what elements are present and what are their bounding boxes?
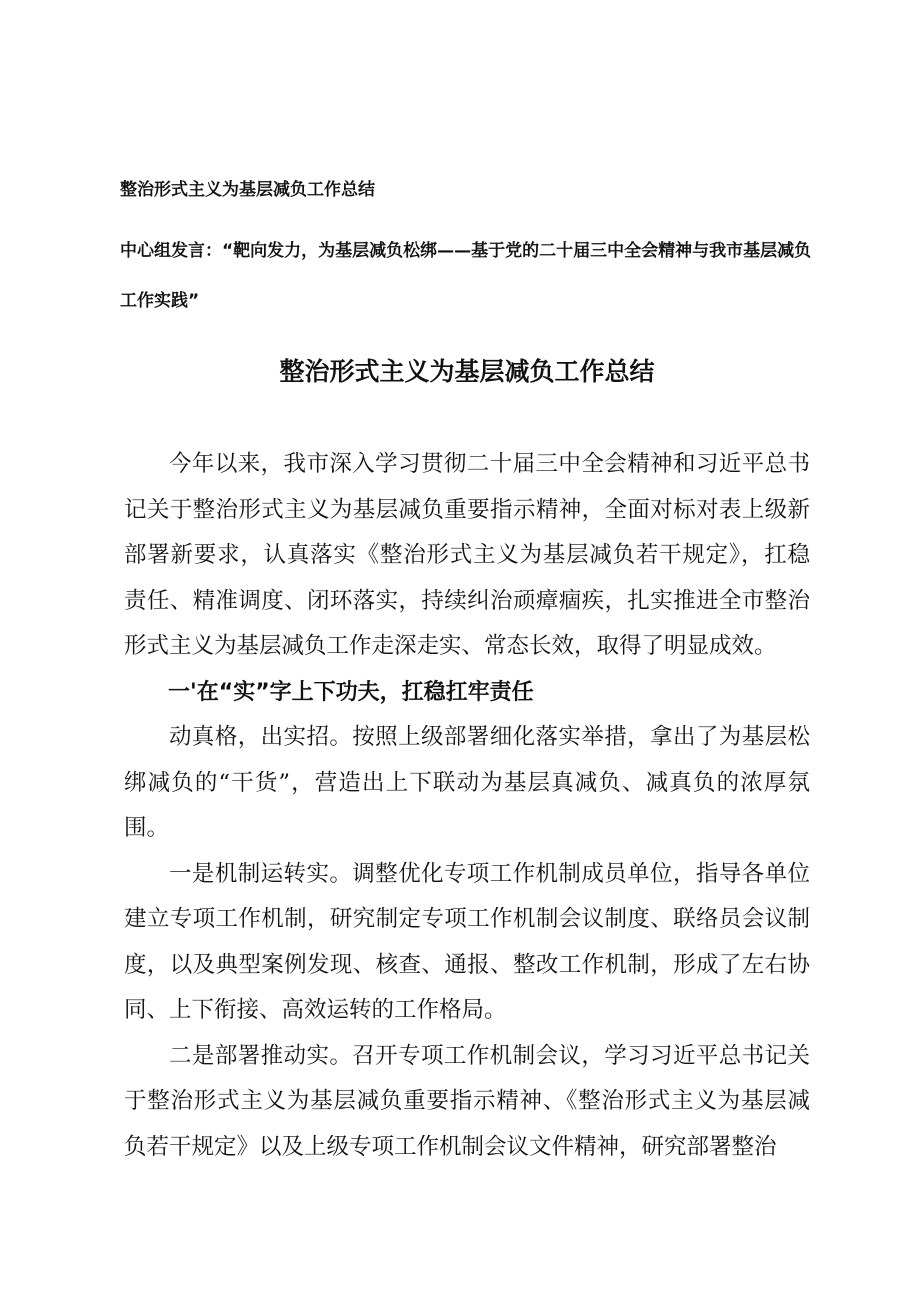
body-paragraph: 二是部署推动实。召开专项工作机制会议，学习习近平总书记关于整治形式主义为基层减负重要指示精神、《整治形式主义为基层减负若干规定》以及上级专项工作机制会议文件精神，研究部署整治 bbox=[124, 1042, 810, 1160]
section-heading: 一'在“实”字上下功夫，扛稳扛牢责任 bbox=[168, 679, 534, 705]
body-paragraph: 动真格，出实招。按照上级部署细化落实举措，拿出了为基层松绑减负的“干货”，营造出上下联动为基层真减负、减真负的浓厚氛围。 bbox=[124, 724, 810, 841]
document-body bbox=[124, 442, 810, 1170]
header-title: 整治形式主义为基层减负工作总结 bbox=[120, 180, 375, 200]
intro-paragraph: 今年以来，我市深入学习贯彻二十届三中全会精神和习近平总书记关于整治形式主义为基层减负重要指示精神，全面对标对表上级新部署新要求，认真落实《整治形式主义为基层减负若干规定》，扛稳责任、精准调度、闭环落实，持续纠治顽瘴痼疾，扎实推进全市整治形式主义为基层减负工作走深走实、常态长效，取得了明显成效。 bbox=[124, 451, 810, 659]
body-paragraph: 一是机制运转实。调整优化专项工作机制成员单位，指导各单位建立专项工作机制，研究制定专项工作机制会议制度、联络员会议制度，以及典型案例发现、核查、通报、整改工作机制，形成了左右协同、上下衔接、高效运转的工作格局。 bbox=[124, 860, 810, 1023]
document-title: 整治形式主义为基层减负工作总结 bbox=[279, 357, 655, 386]
header-subtitle: 中心组发言：“靶向发力，为基层减负松绑——基于党的二十届三中全会精神与我市基层减负工作实践” bbox=[120, 241, 812, 311]
